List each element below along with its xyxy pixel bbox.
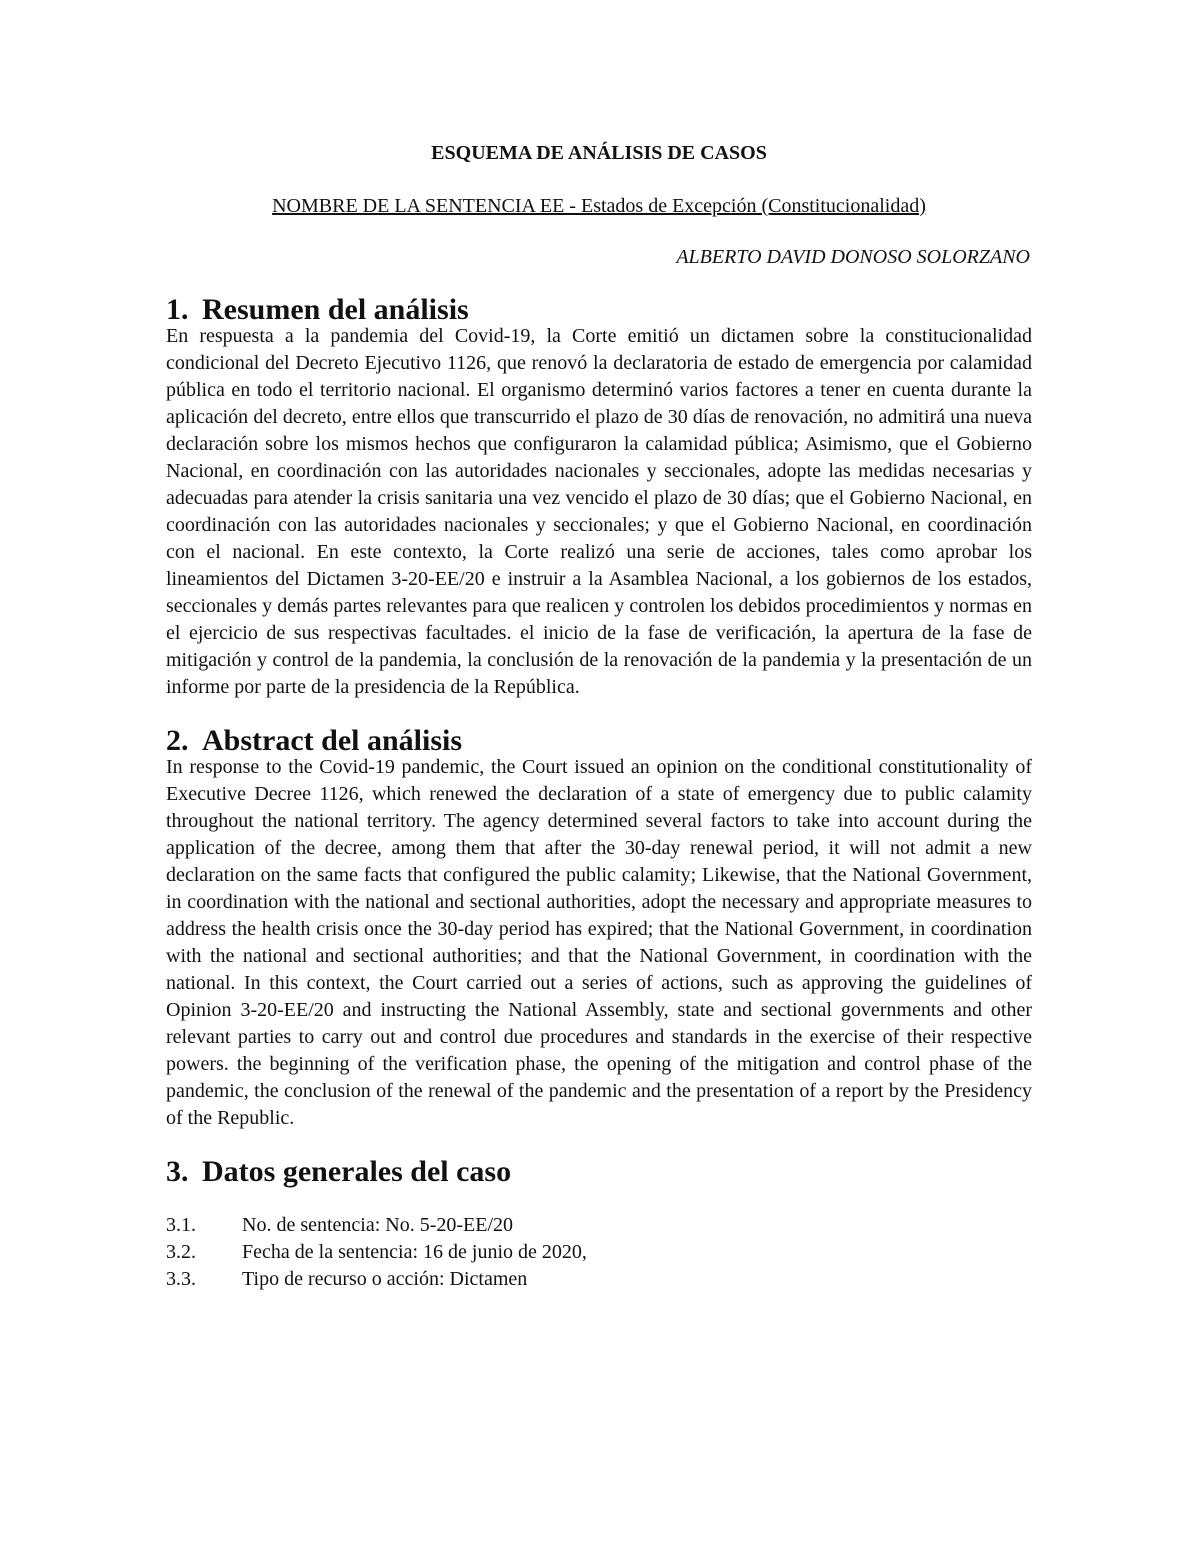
section-body-resumen: En respuesta a la pandemia del Covid-19, la Corte emitió un dictamen sobre la constitucionalidad condicional del Decreto Ejecutivo 1126, que renovó la declaratoria de estado de emergencia por calamidad pública en todo el territorio nacional. El organismo determinó varios factores a tener en cuenta durante la aplicación del decreto, entre ellos que transcurrido el plazo de 30 días de renovación, no admitirá una nueva declaración sobre los mismos hechos que configuraron la calamidad pública; Asimismo, que el Gobierno Nacional, en coordinación con las autoridades nacionales y seccionales, adopte las medidas necesarias y adecuadas para atender la crisis sanitaria una vez vencido el plazo de 30 días; que el Gobierno Nacional, en coordinación con las autoridades nacionales y seccionales; y que el Gobierno Nacional, en coordinación con el nacional. En este contexto, la Corte realizó una serie de acciones, tales como aprobar los lineamientos del Dictamen 3-20-EE/20 e instruir a la Asamblea Nacional, a los gobiernos de los estados, seccionales y demás partes relevantes para que realicen y controlen los debidos procedimientos y normas en el ejercicio de sus respectivas facultades. el inicio de la fase de verificación, la apertura de la fase de mitigación y control de la pandemia, la conclusión de la renovación de la pandemia y la presentación de un informe por parte de la presidencia de la República. [166,325,1032,698]
section-number: 3. [166,1155,189,1188]
section-heading-resumen [166,293,1032,326]
section-title: Abstract del análisis [202,724,463,757]
document-subtitle: NOMBRE DE LA SENTENCIA EE - Estados de Excepción (Constitucionalidad) [272,195,926,217]
document-author: ALBERTO DAVID DONOSO SOLORZANO [676,246,1030,268]
case-data-list [166,1212,1032,1293]
list-item-text: No. de sentencia: No. 5-20-EE/20 [242,1214,514,1236]
list-item-tipo-recurso [166,1266,1032,1293]
list-item-text: Tipo de recurso o acción: Dictamen [242,1268,528,1290]
list-item-text: Fecha de la sentencia: 16 de junio de 2020, [242,1241,587,1263]
list-item-fecha [166,1239,1032,1266]
section-number: 2. [166,724,189,757]
list-item-number: 3.1. [166,1214,196,1236]
section-title: Resumen del análisis [202,293,469,326]
list-item-number: 3.3. [166,1268,196,1290]
section-heading-abstract [166,724,1032,757]
section-title: Datos generales del caso [202,1155,512,1188]
section-heading-datos-generales [166,1155,1032,1188]
document-title: ESQUEMA DE ANÁLISIS DE CASOS [431,142,767,164]
list-item-number: 3.2. [166,1241,196,1263]
section-body-abstract: In response to the Covid-19 pandemic, the Court issued an opinion on the conditional constitutionality of Executive Decree 1126, which renewed the declaration of a state of emergency due to public calamity throughout the national territory. The agency determined several factors to take into account during the application of the decree, among them that after the 30-day renewal period, it will not admit a new declaration on the same facts that configured the public calamity; Likewise, that the National Government, in coordination with the national and sectional authorities, adopt the necessary and appropriate measures to address the health crisis once the 30-day period has expired; that the National Government, in coordination with the national and sectional authorities; and that the National Government, in coordination with the national. In this context, the Court carried out a series of actions, such as approving the guidelines of Opinion 3-20-EE/20 and instructing the National Assembly, state and sectional governments and other relevant parties to carry out and control due procedures and standards in the exercise of their respective powers. the beginning of the verification phase, the opening of the mitigation and control phase of the pandemic, the conclusion of the renewal of the pandemic and the presentation of a report by the Presidency of the Republic. [166,756,1032,1129]
list-item-sentencia [166,1212,1032,1239]
document-page [166,140,1032,1293]
section-number: 1. [166,293,189,326]
